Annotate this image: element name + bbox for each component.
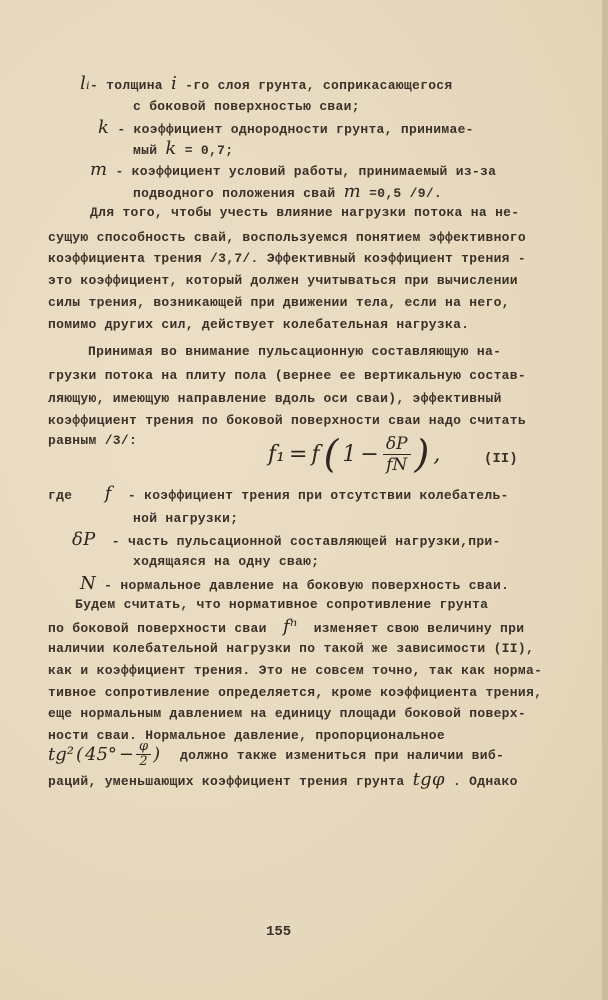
- line-text: с боковой поверхностью сваи;: [133, 99, 360, 114]
- text-line: [133, 99, 360, 115]
- text-line: [75, 597, 488, 613]
- math-symbol: lᵢ: [80, 73, 90, 94]
- tg-angle: 45°: [85, 744, 117, 765]
- line-text: сущую способность свай, воспользуемся понятием эффективного: [48, 230, 526, 245]
- text-line: [88, 344, 501, 360]
- line-text: - коэффициент однородности грунта, принимае-: [109, 122, 474, 137]
- line-text: - коэффициент трения при отсутствии колебатель-: [111, 488, 509, 503]
- line-text: силы трения, возникающей при движении тела, если на него,: [48, 295, 510, 310]
- text-line: [48, 368, 526, 384]
- text-line: [90, 159, 497, 180]
- formula-II: [268, 432, 440, 476]
- math-symbol: tgφ: [412, 769, 445, 790]
- paren-close: ): [414, 432, 430, 476]
- text-line: [48, 769, 518, 790]
- line-text: мый: [133, 143, 166, 158]
- line-text: . Однако: [444, 774, 518, 789]
- text-line: [48, 295, 510, 311]
- line-text: ляющую, имеющую направление вдоль оси сваи), эффективный: [48, 391, 502, 406]
- fraction-denominator: fN: [386, 454, 408, 475]
- text-line: [48, 663, 542, 679]
- text-line: [48, 413, 526, 429]
- text-line: [48, 641, 534, 657]
- equation-number: (II): [484, 451, 518, 467]
- tg-fraction: [136, 740, 151, 769]
- text-line: [48, 251, 526, 267]
- math-symbol: m: [343, 181, 362, 202]
- math-symbol: f: [104, 483, 112, 504]
- line-text: тивное сопротивление определяется, кроме коэффициента трения,: [48, 685, 543, 700]
- tg-squared: tg²: [48, 744, 74, 765]
- text-line: [72, 529, 501, 550]
- text-line: [133, 511, 238, 527]
- formula-f: f: [311, 441, 320, 467]
- tg-open: (: [75, 744, 84, 765]
- text-line: [133, 554, 319, 570]
- line-text: по боковой поверхности сваи: [48, 621, 283, 636]
- math-symbol: δP: [72, 529, 96, 550]
- math-symbol: i: [171, 73, 178, 94]
- line-text: - часть пульсационной составляющей нагрузки,при-: [95, 534, 501, 549]
- line-text: - коэффициент условий работы, принимаемый из-за: [107, 164, 497, 179]
- line-text: еще нормальным давлением на единицу площади боковой поверх-: [48, 706, 526, 721]
- text-line: [80, 573, 510, 594]
- line-text: Будем считать, что нормативное сопротивление грунта: [75, 597, 489, 612]
- line-text: ности сваи. Нормальное давление, пропорциональное: [48, 728, 445, 743]
- math-symbol: m: [90, 159, 108, 180]
- line-text: как и коэффициент трения. Это не совсем точно, так как норма-: [48, 663, 543, 678]
- text-line: [48, 230, 526, 246]
- text-line: [48, 685, 542, 701]
- line-text: помимо других сил, действует колебательная нагрузка.: [48, 317, 470, 332]
- formula-lhs: f₁: [268, 441, 285, 467]
- line-text: коэффициент трения по боковой поверхности сваи надо считать: [48, 413, 526, 428]
- line-text: - нормальное давление на боковую поверхность сваи.: [96, 578, 510, 593]
- fraction-numerator: δP: [383, 434, 411, 455]
- math-symbol: N: [80, 573, 97, 594]
- line-text: грузки потока на плиту пола (вернее ее вертикальную состав-: [48, 368, 526, 383]
- line-text: = 0,7;: [176, 143, 234, 158]
- line-text: ной нагрузки;: [133, 511, 239, 526]
- tg-denominator: 2: [139, 754, 148, 769]
- formula-comma: ,: [433, 441, 441, 467]
- line-text: =0,5 /9/.: [361, 186, 443, 201]
- text-line: [48, 483, 509, 504]
- tg-numerator: φ: [136, 740, 151, 755]
- line-text: равным /3/:: [48, 433, 138, 448]
- page-number: 155: [266, 924, 292, 940]
- text-line: [48, 706, 526, 722]
- formula-equals: =: [288, 441, 308, 467]
- line-text: это коэффициент, который должен учитываться при вычислении: [48, 273, 518, 288]
- text-line: [180, 748, 504, 764]
- formula-one: 1: [342, 441, 357, 467]
- tangent-expression: [48, 740, 160, 769]
- line-text: наличии колебательной нагрузки по такой же зависимости (II),: [48, 641, 535, 656]
- line-text: -го слоя грунта, соприкасающегося: [177, 78, 453, 93]
- line-text: подводного положения свай: [133, 186, 344, 201]
- tg-minus: −: [118, 744, 135, 765]
- line-text: изменяет свою величину при: [297, 621, 525, 636]
- line-text: должно также измениться при наличии виб-: [180, 748, 505, 763]
- line-text: Для того, чтобы учесть влияние нагрузки потока на не-: [90, 205, 520, 220]
- text-line: [90, 205, 519, 221]
- page-edge: [602, 0, 608, 1000]
- tg-close: ): [153, 744, 161, 765]
- text-line: [48, 317, 469, 333]
- text-line: [80, 73, 453, 94]
- formula-minus: −: [360, 441, 379, 467]
- line-text: коэффициента трения /3,7/. Эффективный коэффициент трения -: [48, 251, 526, 266]
- formula-fraction: [383, 434, 411, 475]
- text-line: [48, 273, 518, 289]
- math-symbol: k: [165, 138, 177, 159]
- text-line: [133, 138, 234, 159]
- text-line: [48, 616, 525, 637]
- math-symbol: fⁿ: [282, 616, 298, 637]
- text-line: [133, 181, 443, 202]
- text-line: [98, 117, 474, 138]
- line-text: - толщина: [89, 78, 171, 93]
- line-text: Принимая во внимание пульсационную составляющую на-: [88, 344, 502, 359]
- line-text: где: [48, 488, 105, 503]
- line-text: раций, уменьшающих коэффициент трения грунта: [48, 774, 413, 789]
- text-line: [48, 433, 137, 449]
- text-line: [48, 391, 502, 407]
- paren-open: (: [323, 432, 339, 476]
- line-text: ходящаяся на одну сваю;: [133, 554, 320, 569]
- math-symbol: k: [98, 117, 110, 138]
